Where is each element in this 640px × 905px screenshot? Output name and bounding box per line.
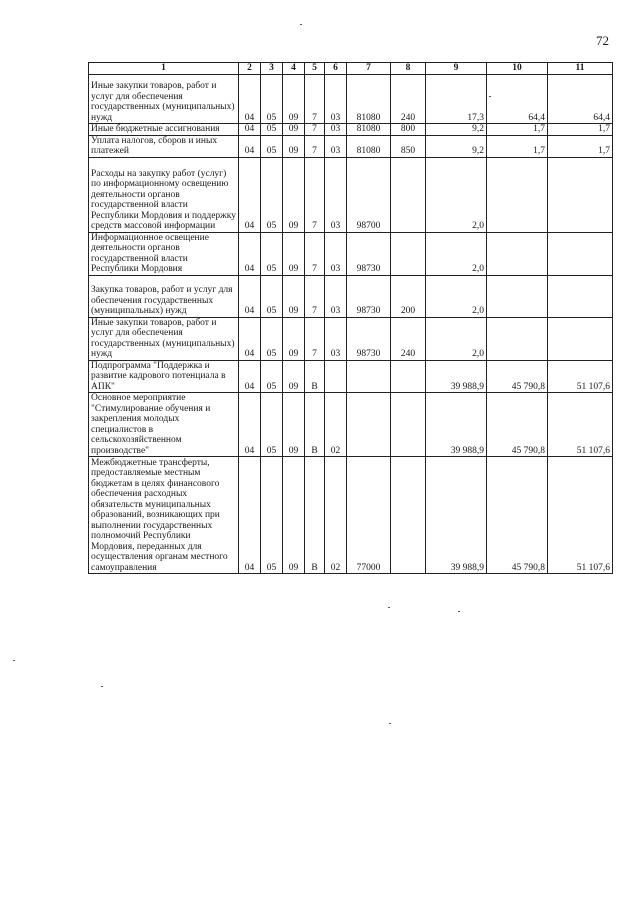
row-code-4: 09 bbox=[283, 75, 305, 124]
row-name: Основное мероприятие "Стимулирование обучения и закрепления молодых специалистов в сельскохозяйственном производстве" bbox=[89, 393, 239, 457]
scan-speck bbox=[389, 723, 391, 724]
row-name: Иные закупки товаров, работ и услуг для обеспечения государственных (муниципальных) нужд bbox=[89, 317, 239, 360]
row-code-3: 05 bbox=[261, 393, 283, 457]
row-code-5: 7 bbox=[305, 317, 325, 360]
row-code-6: 02 bbox=[325, 457, 347, 574]
row-value-11 bbox=[548, 232, 613, 275]
row-code-6: 03 bbox=[325, 275, 347, 317]
table-row bbox=[89, 457, 613, 574]
row-code-5: 7 bbox=[305, 157, 325, 232]
row-code-8: 240 bbox=[391, 317, 426, 360]
column-header: 2 bbox=[239, 63, 261, 75]
row-code-2: 04 bbox=[239, 124, 261, 136]
row-code-4: 09 bbox=[283, 360, 305, 393]
column-header: 7 bbox=[347, 63, 391, 75]
row-code-4: 09 bbox=[283, 232, 305, 275]
row-value-10: 1,7 bbox=[487, 124, 548, 136]
row-value-9: 2,0 bbox=[426, 157, 487, 232]
row-code-7 bbox=[347, 393, 391, 457]
row-value-10 bbox=[487, 157, 548, 232]
row-name: Информационное освещение деятельности органов государственной власти Республики Мордовия bbox=[89, 232, 239, 275]
row-code-3: 05 bbox=[261, 232, 283, 275]
table-row bbox=[89, 157, 613, 232]
row-value-10: 45 790,8 bbox=[487, 457, 548, 574]
row-value-11: 51 107,6 bbox=[548, 457, 613, 574]
row-code-8 bbox=[391, 232, 426, 275]
row-code-2: 04 bbox=[239, 457, 261, 574]
table-row bbox=[89, 317, 613, 360]
table-row bbox=[89, 124, 613, 136]
row-code-7: 98730 bbox=[347, 232, 391, 275]
table-row bbox=[89, 75, 613, 124]
row-code-8: 850 bbox=[391, 135, 426, 157]
row-code-4: 09 bbox=[283, 135, 305, 157]
scan-speck bbox=[388, 607, 390, 608]
row-code-5: 7 bbox=[305, 135, 325, 157]
row-code-4: 09 bbox=[283, 393, 305, 457]
scan-speck bbox=[101, 686, 103, 687]
row-name: Иные бюджетные ассигнования bbox=[89, 124, 239, 136]
row-value-9: 9,2 bbox=[426, 135, 487, 157]
row-code-7: 81080 bbox=[347, 135, 391, 157]
row-code-7: 81080 bbox=[347, 124, 391, 136]
row-value-10 bbox=[487, 317, 548, 360]
row-code-2: 04 bbox=[239, 232, 261, 275]
row-value-11 bbox=[548, 157, 613, 232]
row-code-2: 04 bbox=[239, 317, 261, 360]
column-header: 6 bbox=[325, 63, 347, 75]
row-value-11: 64,4 bbox=[548, 75, 613, 124]
row-code-7: 98700 bbox=[347, 157, 391, 232]
row-code-4: 09 bbox=[283, 157, 305, 232]
table-row bbox=[89, 360, 613, 393]
row-value-11 bbox=[548, 275, 613, 317]
column-header: 3 bbox=[261, 63, 283, 75]
row-code-6: 03 bbox=[325, 75, 347, 124]
table-body bbox=[89, 75, 613, 574]
row-code-5: В bbox=[305, 393, 325, 457]
row-value-11: 51 107,6 bbox=[548, 360, 613, 393]
row-code-2: 04 bbox=[239, 360, 261, 393]
row-code-5: 7 bbox=[305, 275, 325, 317]
row-value-11 bbox=[548, 317, 613, 360]
row-code-3: 05 bbox=[261, 275, 283, 317]
row-code-6: 03 bbox=[325, 135, 347, 157]
row-code-6: 03 bbox=[325, 317, 347, 360]
row-value-9: 39 988,9 bbox=[426, 360, 487, 393]
row-value-10 bbox=[487, 275, 548, 317]
table-row bbox=[89, 393, 613, 457]
row-code-6: 03 bbox=[325, 124, 347, 136]
row-code-2: 04 bbox=[239, 393, 261, 457]
row-value-9: 2,0 bbox=[426, 275, 487, 317]
page-number: 72 bbox=[596, 33, 609, 48]
budget-table bbox=[88, 62, 613, 574]
row-code-7: 98730 bbox=[347, 275, 391, 317]
row-value-9: 2,0 bbox=[426, 232, 487, 275]
row-code-5: 7 bbox=[305, 124, 325, 136]
row-code-8: 240 bbox=[391, 75, 426, 124]
row-name: Закупка товаров, работ и услуг для обеспечения государственных (муниципальных) нужд bbox=[89, 275, 239, 317]
row-value-10 bbox=[487, 232, 548, 275]
row-code-2: 04 bbox=[239, 75, 261, 124]
row-code-6 bbox=[325, 360, 347, 393]
row-code-6: 03 bbox=[325, 232, 347, 275]
table-header-row bbox=[89, 63, 613, 75]
row-code-4: 09 bbox=[283, 275, 305, 317]
row-code-6: 02 bbox=[325, 393, 347, 457]
row-value-9: 17,3 bbox=[426, 75, 487, 124]
scan-speck bbox=[458, 611, 460, 612]
column-header: 8 bbox=[391, 63, 426, 75]
row-code-2: 04 bbox=[239, 157, 261, 232]
row-value-11: 1,7 bbox=[548, 124, 613, 136]
column-header: 5 bbox=[305, 63, 325, 75]
row-code-5: 7 bbox=[305, 232, 325, 275]
scan-speck bbox=[489, 96, 491, 97]
row-code-2: 04 bbox=[239, 135, 261, 157]
row-code-2: 04 bbox=[239, 275, 261, 317]
row-code-3: 05 bbox=[261, 317, 283, 360]
row-code-8 bbox=[391, 457, 426, 574]
row-code-4: 09 bbox=[283, 317, 305, 360]
row-value-11: 1,7 bbox=[548, 135, 613, 157]
row-code-4: 09 bbox=[283, 457, 305, 574]
row-code-7: 98730 bbox=[347, 317, 391, 360]
row-value-11: 51 107,6 bbox=[548, 393, 613, 457]
row-code-8: 200 bbox=[391, 275, 426, 317]
row-value-9: 39 988,9 bbox=[426, 393, 487, 457]
row-code-5: В bbox=[305, 457, 325, 574]
row-value-9: 2,0 bbox=[426, 317, 487, 360]
row-name: Межбюджетные трансферты, предоставляемые местным бюджетам в целях финансового обеспечения расходных обязательств муниципальных образований, возникающих при выполнении государственных полномочий Республики Мордовия, переданных для осуществления органам местного самоуправления bbox=[89, 457, 239, 574]
column-header: 9 bbox=[426, 63, 487, 75]
row-code-3: 05 bbox=[261, 75, 283, 124]
row-code-8: 800 bbox=[391, 124, 426, 136]
row-value-10: 45 790,8 bbox=[487, 393, 548, 457]
table-row bbox=[89, 275, 613, 317]
column-header: 11 bbox=[548, 63, 613, 75]
row-value-10: 64,4 bbox=[487, 75, 548, 124]
row-code-8 bbox=[391, 157, 426, 232]
row-code-3: 05 bbox=[261, 124, 283, 136]
row-code-3: 05 bbox=[261, 135, 283, 157]
column-header: 1 bbox=[89, 63, 239, 75]
scan-speck bbox=[300, 24, 302, 25]
row-code-3: 05 bbox=[261, 360, 283, 393]
row-code-8 bbox=[391, 393, 426, 457]
row-name: Уплата налогов, сборов и иных платежей bbox=[89, 135, 239, 157]
row-code-6: 03 bbox=[325, 157, 347, 232]
table-row bbox=[89, 135, 613, 157]
scan-speck bbox=[13, 660, 15, 661]
row-code-5: В bbox=[305, 360, 325, 393]
row-code-8 bbox=[391, 360, 426, 393]
row-code-3: 05 bbox=[261, 457, 283, 574]
column-header: 10 bbox=[487, 63, 548, 75]
row-value-9: 39 988,9 bbox=[426, 457, 487, 574]
row-name: Подпрограмма "Поддержка и развитие кадрового потенциала в АПК" bbox=[89, 360, 239, 393]
row-value-10: 45 790,8 bbox=[487, 360, 548, 393]
table-row bbox=[89, 232, 613, 275]
row-name: Иные закупки товаров, работ и услуг для обеспечения государственных (муниципальных) нужд bbox=[89, 75, 239, 124]
row-value-9: 9,2 bbox=[426, 124, 487, 136]
row-code-7 bbox=[347, 360, 391, 393]
row-code-4: 09 bbox=[283, 124, 305, 136]
row-code-7: 77000 bbox=[347, 457, 391, 574]
column-header: 4 bbox=[283, 63, 305, 75]
row-name: Расходы на закупку работ (услуг) по информационному освещению деятельности органов государственной власти Республики Мордовия и поддержку средств массовой информации bbox=[89, 157, 239, 232]
row-code-3: 05 bbox=[261, 157, 283, 232]
row-code-5: 7 bbox=[305, 75, 325, 124]
row-code-7: 81080 bbox=[347, 75, 391, 124]
row-value-10: 1,7 bbox=[487, 135, 548, 157]
